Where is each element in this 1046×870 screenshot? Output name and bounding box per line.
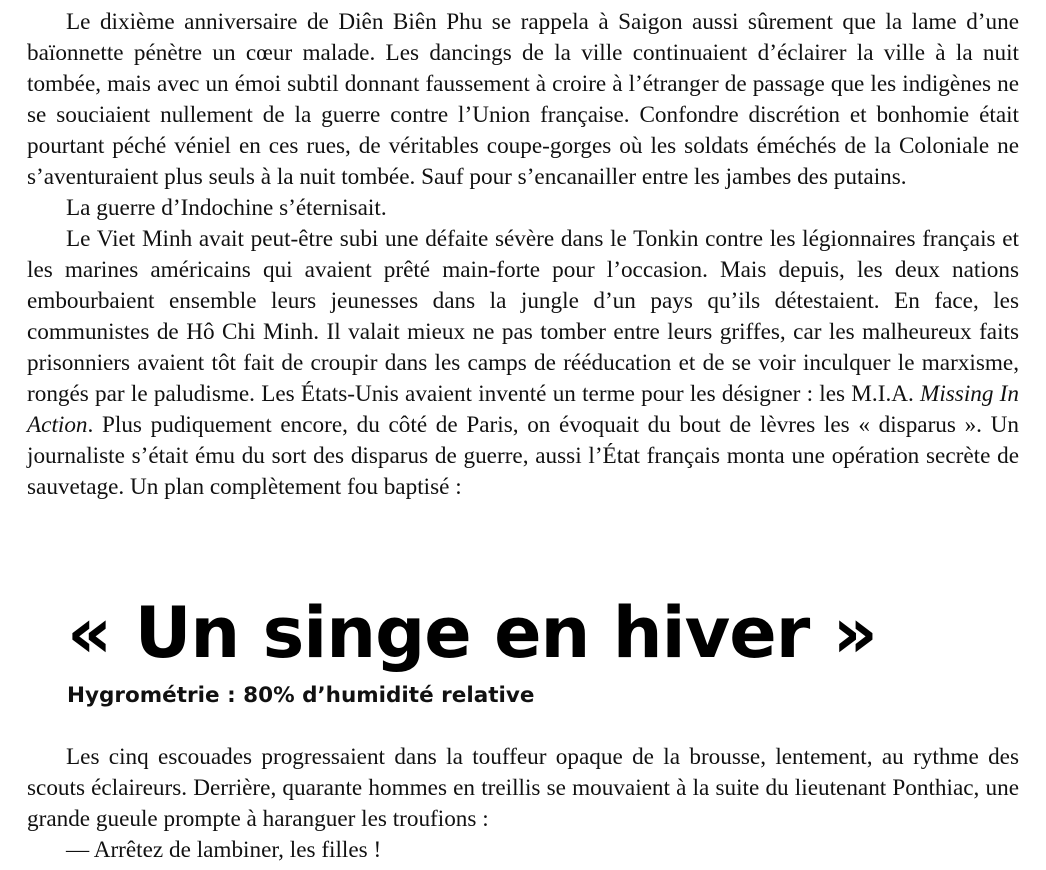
paragraph-3-start: Le Viet Minh avait peut-être subi une défaite sévère dans le Tonkin contre les légionnaires français et les marines américains qui avaient prêté main-forte pour l’occasion. Mais depuis, les deux nations embourbaient ensemble leurs jeunesses dans la jungle d’un pays qu’ils détestaient. En face, les communistes de Hô Chi Minh. Il valait mieux ne pas tomber entre leurs griffes, car les malheureux faits prisonniers avaient tôt fait de croupir dans les camps de rééducation et de se voir inculquer le marxisme, rongés par le paludisme. Les États-Unis avaient inventé un terme pour les désigner : les M.I.A.: [27, 226, 1019, 407]
paragraph-2: La guerre d’Indochine s’éternisait.: [66, 195, 387, 221]
chapter-title: « Un singe en hiver »: [67, 592, 877, 674]
chapter-subtitle: Hygrométrie : 80% d’humidité relative: [67, 683, 535, 708]
paragraph-1: Le dixième anniversaire de Diên Biên Phu se rappela à Saigon aussi sûrement que la lame d’une baïonnette pénètre un cœur malade. Les dancings de la ville continuaient d’éclairer la ville à la nuit tombée, mais avec un émoi subtil donnant faussement à croire à l’étranger de passage que les indigènes ne se souciaient nullement de la guerre contre l’Union française. Confondre discrétion et bonhomie était pourtant péché véniel en ces rues, de véritables coupe-gorges où les soldats éméchés de la Coloniale ne s’aventuraient plus seuls à la nuit tombée. Sauf pour s’encanailler entre les jambes des putains.: [27, 9, 1019, 190]
closing-text-block: [27, 742, 1019, 866]
paragraph-3-italic: Missing In Action: [27, 381, 1019, 438]
paragraph-3-end: . Plus pudiquement encore, du côté de Paris, on évoquait du bout de lèvres les « disparus ». Un journaliste s’était ému du sort des disparus de guerre, aussi l’État français monta une opération secrète de sauvetage. Un plan complètement fou baptisé :: [27, 412, 1019, 500]
paragraph-3: [27, 224, 1019, 503]
paragraph-5: — Arrêtez de lambiner, les filles !: [66, 837, 382, 863]
intro-text-block: [27, 7, 1019, 503]
paragraph-4: Les cinq escouades progressaient dans la touffeur opaque de la brousse, lentement, au rythme des scouts éclaireurs. Derrière, quarante hommes en treillis se mouvaient à la suite du lieutenant Ponthiac, une grande gueule prompte à haranguer les troufions :: [27, 744, 1019, 832]
